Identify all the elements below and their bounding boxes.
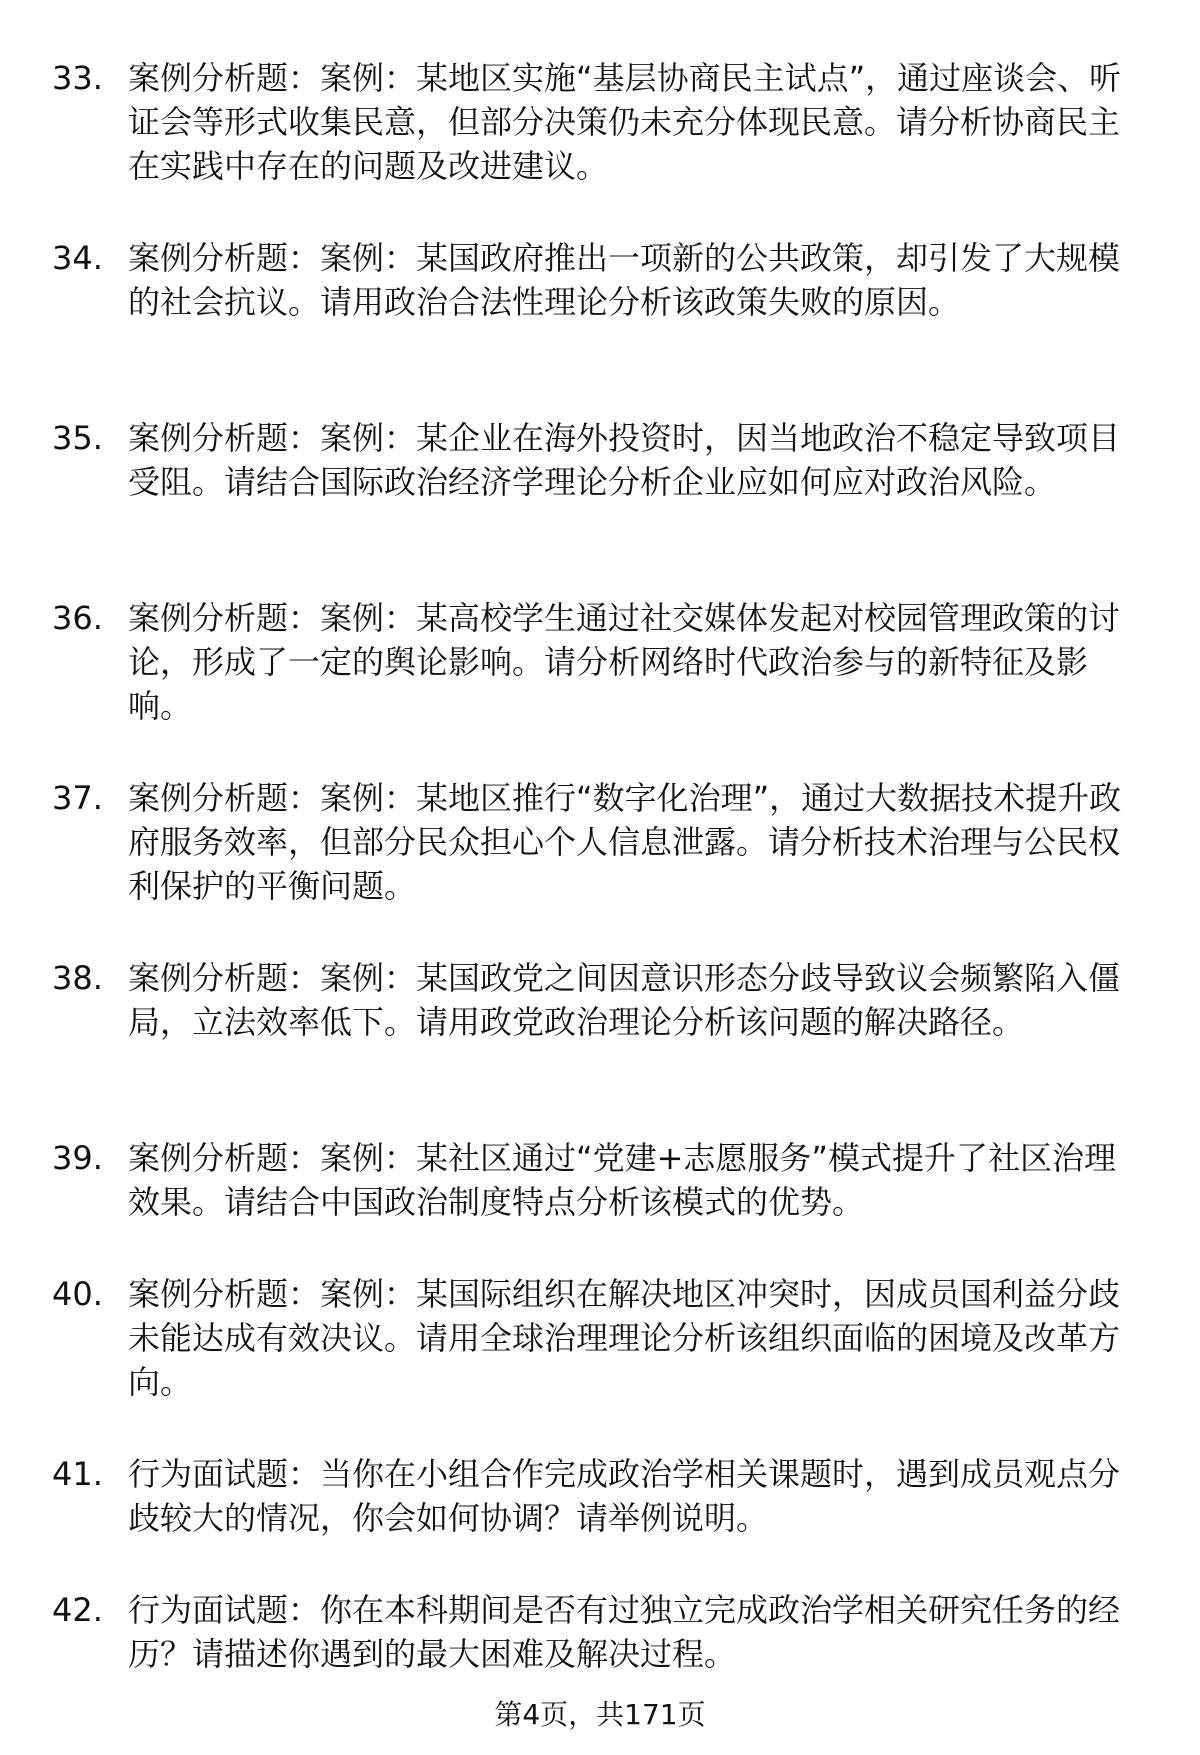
question-item xyxy=(0,956,1200,1084)
question-text: 行为面试题：当你在小组合作完成政治学相关课题时，遇到成员观点分歧较大的情况，你会如何协调？请举例说明。 xyxy=(128,1455,1121,1537)
question-item xyxy=(0,236,1200,364)
question-text: 案例分析题：案例：某企业在海外投资时，因当地政治不稳定导致项目受阻。请结合国际政治经济学理论分析企业应如何应对政治风险。 xyxy=(128,419,1121,501)
question-item xyxy=(0,56,1200,184)
question-text: 案例分析题：案例：某社区通过“党建+志愿服务”模式提升了社区治理效果。请结合中国政治制度特点分析该模式的优势。 xyxy=(128,1139,1116,1221)
question-number: 40. xyxy=(52,1275,103,1313)
question-text: 案例分析题：案例：某国际组织在解决地区冲突时，因成员国利益分歧未能达成有效决议。请用全球治理理论分析该组织面临的困境及改革方向。 xyxy=(128,1275,1121,1401)
question-number: 35. xyxy=(52,419,103,457)
question-number: 42. xyxy=(52,1591,103,1629)
question-number: 37. xyxy=(52,779,103,817)
question-item xyxy=(0,1588,1200,1672)
question-list xyxy=(0,56,1200,1724)
question-text: 案例分析题：案例：某国政党之间因意识形态分歧导致议会频繁陷入僵局，立法效率低下。请用政党政治理论分析该问题的解决路径。 xyxy=(128,959,1121,1041)
page-footer: 第4页，共171页 xyxy=(494,1698,706,1731)
question-item xyxy=(0,1452,1200,1536)
question-text: 案例分析题：案例：某高校学生通过社交媒体发起对校园管理政策的讨论，形成了一定的舆论影响。请分析网络时代政治参与的新特征及影响。 xyxy=(128,599,1121,725)
question-number: 39. xyxy=(52,1139,103,1177)
question-item xyxy=(0,416,1200,544)
question-text: 案例分析题：案例：某地区实施“基层协商民主试点”，通过座谈会、听证会等形式收集民意，但部分决策仍未充分体现民意。请分析协商民主在实践中存在的问题及改进建议。 xyxy=(128,59,1122,185)
question-number: 33. xyxy=(52,59,103,97)
question-text: 案例分析题：案例：某国政府推出一项新的公共政策，却引发了大规模的社会抗议。请用政治合法性理论分析该政策失败的原因。 xyxy=(128,239,1121,321)
question-item xyxy=(0,596,1200,724)
question-number: 38. xyxy=(52,959,103,997)
question-number: 34. xyxy=(52,239,103,277)
question-number: 41. xyxy=(52,1455,103,1493)
question-number: 36. xyxy=(52,599,103,637)
question-text: 案例分析题：案例：某地区推行“数字化治理”，通过大数据技术提升政府服务效率，但部分民众担心个人信息泄露。请分析技术治理与公民权利保护的平衡问题。 xyxy=(128,779,1122,905)
question-item xyxy=(0,1272,1200,1400)
question-item xyxy=(0,776,1200,904)
question-item xyxy=(0,1136,1200,1220)
question-text: 行为面试题：你在本科期间是否有过独立完成政治学相关研究任务的经历？请描述你遇到的最大困难及解决过程。 xyxy=(128,1591,1121,1673)
